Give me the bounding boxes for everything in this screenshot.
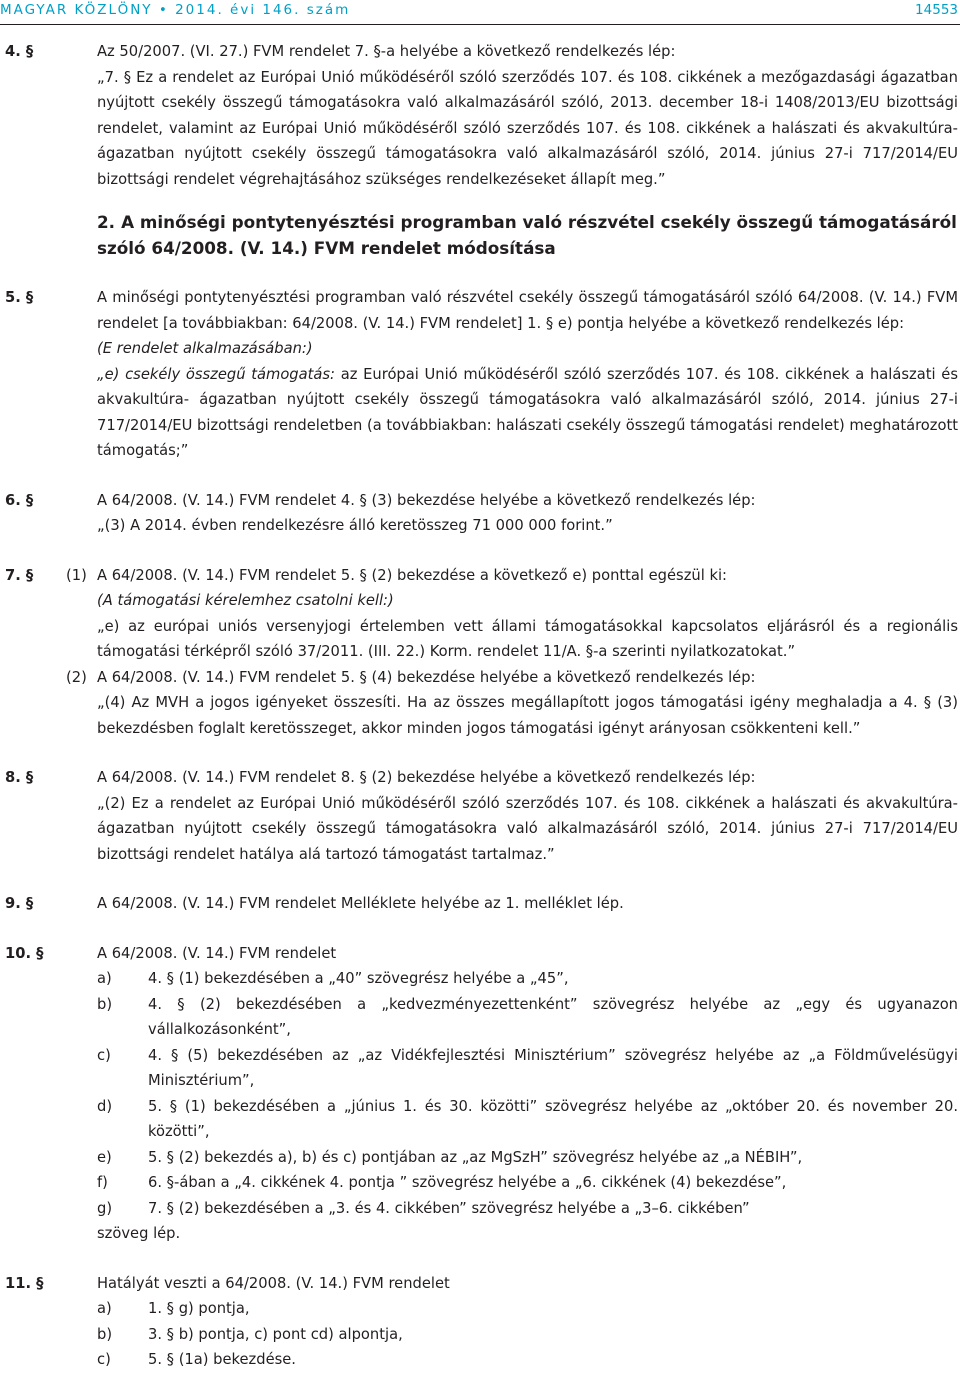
list-item	[97, 1094, 958, 1145]
item-text: 3. § b) pontja, c) pont cd) alpontja,	[148, 1325, 403, 1343]
context-note: (E rendelet alkalmazásában:)	[97, 340, 313, 357]
section-number: 7. §	[5, 566, 34, 584]
list-item	[97, 1296, 958, 1322]
section-number: 10. §	[5, 944, 44, 962]
section-number: 9. §	[5, 895, 34, 912]
paragraph-label: (2)	[66, 668, 87, 686]
item-label: d)	[97, 1097, 113, 1115]
item-text: 1. § g) pontja,	[148, 1300, 250, 1317]
chapter-title: A minőségi pontytenyésztési programban való részvétel csekély összegű támogatásáról szóló 64/2008. (V. 14.) FVM rendelet módosítása	[97, 212, 957, 258]
paragraph-label: (1)	[66, 566, 87, 584]
section-6	[0, 488, 958, 539]
definition-text: az Európai Unió működéséről szóló szerződés 107. és 108. cikkének a halászati és akvakultúra- ágazatban nyújtott csekély összegű támogatásokra való alkalmazásáról szóló, 2014. június 27-i 717/2014/EU bizottsági rendeletben (a továbbiakban: halászati csekély összegű támogatási rendelet) meghatározott támogatás;”	[97, 365, 959, 459]
list-item	[97, 1043, 958, 1094]
list-item	[97, 992, 958, 1043]
repeal-list	[97, 1296, 958, 1373]
list-item	[97, 1170, 958, 1196]
item-label: e)	[97, 1148, 112, 1166]
quoted-provision: „(4) Az MVH a jogos igényeket összesíti. Ha az összes megállapított jogos támogatási igény meghaladja a 4. § (3) bekezdésben foglalt keretösszeget, akkor minden jogos támogatási igényt arányosan csökkenteni kell.”	[97, 694, 958, 737]
section-4	[0, 39, 958, 192]
section-intro: A 64/2008. (V. 14.) FVM rendelet Melléklete helyébe az 1. melléklet lép.	[97, 895, 624, 912]
section-10	[0, 941, 958, 1247]
section-intro: Hatályát veszti a 64/2008. (V. 14.) FVM rendelet	[97, 1274, 450, 1292]
paragraph-intro: A 64/2008. (V. 14.) FVM rendelet 5. § (4) bekezdése helyébe a következő rendelkezés lép:	[97, 668, 756, 686]
list-item	[97, 966, 958, 992]
section-5	[0, 285, 958, 464]
list-item	[97, 1145, 958, 1171]
section-number: 11. §	[5, 1274, 44, 1292]
item-text: 7. § (2) bekezdésében a „3. és 4. cikkében” szövegrész helyébe a „3–6. cikkében”	[148, 1199, 750, 1217]
section-number: 8. §	[5, 769, 34, 786]
paragraph-2	[0, 665, 958, 742]
section-number: 4. §	[5, 43, 34, 60]
amendment-list	[97, 966, 958, 1247]
section-number: 6. §	[5, 491, 34, 509]
quoted-provision: „7. § Ez a rendelet az Európai Unió működéséről szóló szerződés 107. és 108. cikkének a mezőgazdasági ágazatban nyújtott csekély összegű támogatásokra való alkalmazásáról szóló, 2013. december 18-i 1408/2013/EU bizottsági rendelet, valamint az Európai Unió működéséről szóló szerződés 107. és 108. cikkének a halászati és akvakultúra-ágazatban nyújtott csekély összegű támogatásokra való alkalmazásáról szóló, 2014. június 27-i 717/2014/EU bizottsági rendelet végrehajtásához szükséges rendelkezéseket állapít meg.”	[97, 68, 958, 188]
section-intro: A 64/2008. (V. 14.) FVM rendelet	[97, 944, 337, 962]
item-label: b)	[97, 1325, 113, 1343]
section-11	[0, 1271, 958, 1373]
item-label: c)	[97, 1046, 111, 1064]
list-item	[97, 1196, 958, 1222]
item-label: a)	[97, 970, 112, 987]
item-label: c)	[97, 1351, 111, 1368]
document-body	[0, 39, 958, 1373]
item-text: 4. § (1) bekezdésében a „40” szövegrész helyébe a „45”,	[148, 970, 569, 987]
quoted-provision	[97, 362, 958, 464]
item-text: 5. § (1a) bekezdése.	[148, 1351, 296, 1368]
list-item	[97, 1322, 958, 1348]
item-text: 5. § (2) bekezdés a), b) és c) pontjában az „az MgSzH” szövegrész helyébe az „a NÉBIH”,	[148, 1148, 803, 1166]
section-8	[0, 765, 958, 867]
chapter-number: 2.	[97, 212, 116, 232]
quoted-provision: „e) az európai uniós versenyjogi értelemben vett állami támogatásokkal kapcsolatos eljárásról és a regionális támogatási térképről szóló 37/2011. (III. 22.) Korm. rendelet 11/A. §-a szerinti nyilatkozatokat.”	[97, 617, 958, 660]
context-note: (A támogatási kérelemhez csatolni kell:)	[97, 592, 394, 609]
section-intro: Az 50/2007. (VI. 27.) FVM rendelet 7. §-a helyébe a következő rendelkezés lép:	[97, 43, 676, 60]
journal-title: MAGYAR KÖZLÖNY • 2014. évi 146. szám	[0, 2, 351, 18]
item-label: b)	[97, 995, 113, 1013]
item-label: a)	[97, 1300, 112, 1317]
item-text: 4. § (2) bekezdésében a „kedvezményezettenként” szövegrész helyébe az „egy és ugyanazon vállalkozásonként”,	[148, 995, 958, 1038]
section-intro: A 64/2008. (V. 14.) FVM rendelet 4. § (3) bekezdése helyébe a következő rendelkezés lép:	[97, 491, 756, 509]
item-label: f)	[97, 1174, 108, 1191]
item-label: g)	[97, 1199, 113, 1217]
section-intro: A minőségi pontytenyésztési programban való részvétel csekély összegű támogatásáról szóló 64/2008. (V. 14.) FVM rendelet [a továbbiakban: 64/2008. (V. 14.) FVM rendelet] 1. § e) pontja helyébe a következő rendelkezés lép:	[97, 289, 958, 332]
item-text: 6. §-ában a „4. cikkének 4. pontja ” szövegrész helyébe a „6. cikkének (4) bekezdése”,	[148, 1174, 787, 1191]
page-number: 14553	[915, 2, 958, 18]
paragraph-intro: A 64/2008. (V. 14.) FVM rendelet 5. § (2) bekezdése a következő e) ponttal egészül ki:	[97, 566, 727, 584]
section-intro: A 64/2008. (V. 14.) FVM rendelet 8. § (2) bekezdése helyébe a következő rendelkezés lép:	[97, 769, 756, 786]
header-rule	[0, 24, 960, 25]
section-9	[0, 891, 958, 917]
list-item	[97, 1347, 958, 1373]
chapter-heading	[97, 210, 958, 261]
item-text: 4. § (5) bekezdésében az „az Vidékfejlesztési Minisztérium” szövegrész helyébe az „a Földművelésügyi Minisztérium”,	[148, 1046, 958, 1089]
item-text: 5. § (1) bekezdésében a „június 1. és 30. közötti” szövegrész helyébe az „október 20. és november 20. közötti”,	[148, 1097, 958, 1140]
list-closing: szöveg lép.	[97, 1225, 181, 1242]
paragraph-1	[0, 563, 958, 665]
section-number: 5. §	[5, 289, 34, 306]
defined-term: „e) csekély összegű támogatás:	[97, 365, 335, 383]
quoted-provision: „(3) A 2014. évben rendelkezésre álló keretösszeg 71 000 000 forint.”	[97, 517, 613, 534]
quoted-provision: „(2) Ez a rendelet az Európai Unió működéséről szóló szerződés 107. és 108. cikkének a halászati és akvakultúra-ágazatban nyújtott csekély összegű támogatásokra való alkalmazásáról szóló, 2014. június 27-i 717/2014/EU bizottsági rendelet hatálya alá tartozó támogatást tartalmaz.”	[97, 794, 958, 863]
page-header	[0, 0, 958, 20]
section-7	[0, 563, 958, 742]
